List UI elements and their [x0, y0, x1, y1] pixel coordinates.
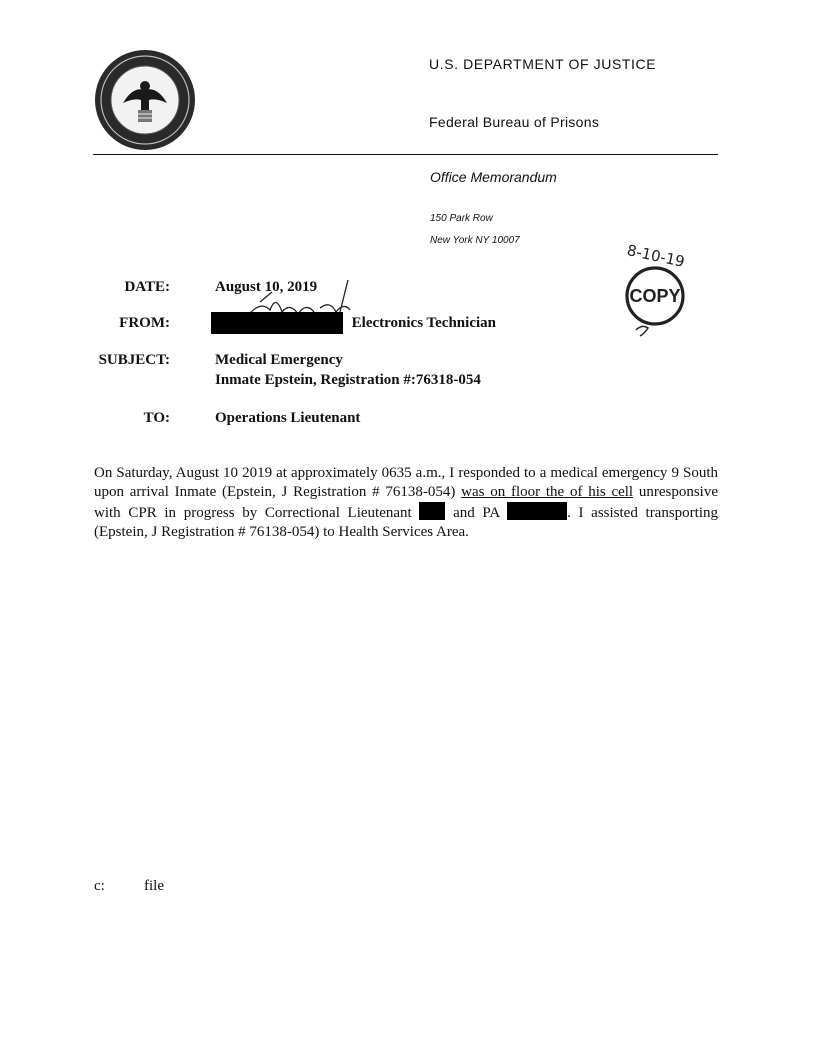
redaction-pa: [507, 502, 567, 520]
subject-line-2: Inmate Epstein, Registration #:76318-054: [215, 372, 481, 388]
subject-label: SUBJECT:: [98, 352, 170, 368]
body-part-2: was on floor the of his cell: [461, 484, 634, 500]
body-part-4: and PA: [453, 505, 500, 521]
body-part-5: . I assisted transporting (Epstein, J Registration # 76138-054) to Health Services Area.: [94, 505, 719, 540]
body-part-3: unresponsive with CPR in progress by Correctional Lieutenant: [94, 484, 718, 521]
address-line-1: 150 Park Row: [430, 213, 493, 224]
date-value: August 10, 2019: [215, 279, 318, 295]
stamp-handwritten-date: 8-10-19: [625, 241, 687, 271]
redaction-lieutenant: [419, 502, 445, 520]
header-divider: [93, 154, 718, 155]
bureau-name: Federal Bureau of Prisons: [429, 114, 600, 130]
from-value: Electronics Technician: [351, 315, 496, 331]
address-line-2: New York NY 10007: [430, 235, 520, 246]
agency-name: U.S. DEPARTMENT OF JUSTICE: [429, 56, 657, 72]
copy-stamp: [596, 238, 706, 348]
stamp-copy-text: COPY: [629, 286, 681, 306]
memo-type: Office Memorandum: [430, 169, 557, 185]
memo-body: [94, 464, 718, 542]
subject-line-1: Medical Emergency: [215, 352, 343, 368]
to-label: TO:: [143, 410, 170, 426]
body-part-1: On Saturday, August 10 2019 at approximately 0635 a.m., I responded to a medical emergency 9 South upon arrival Inmate (Epstein, J Registration # 76138-054): [94, 465, 718, 500]
to-value: Operations Lieutenant: [215, 410, 361, 426]
doj-seal-icon: [93, 48, 197, 152]
date-label: DATE:: [124, 279, 170, 295]
redaction-from-name: [211, 312, 343, 334]
from-label: FROM:: [119, 315, 170, 331]
cc-value: file: [144, 878, 164, 894]
cc-label: c:: [94, 878, 105, 894]
